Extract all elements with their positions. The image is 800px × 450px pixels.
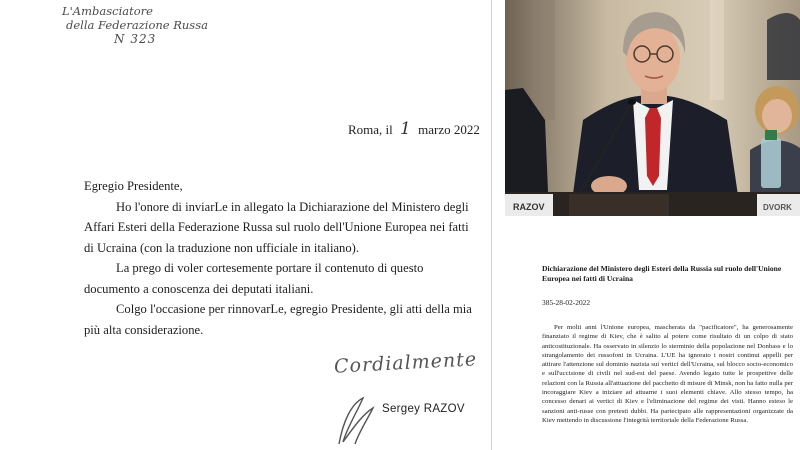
letterhead [62, 4, 208, 46]
date-day: 1 [400, 119, 411, 139]
signature-scribble [333, 392, 381, 448]
ambassador-photo [505, 0, 800, 216]
protocol-number: N 323 [114, 32, 157, 46]
letter-date [348, 119, 480, 139]
letterhead-line: L'Ambasciatore [62, 4, 153, 18]
declaration-number: 385-28-02-2022 [542, 298, 591, 307]
greeting: Egregio Presidente, [84, 179, 183, 193]
nameplate-left: RAZOV [513, 202, 545, 212]
letter-paragraph: Ho l'onore di inviarLe in allegato la Dichiarazione del Ministero degli Affari Esteri della Federazione Russa sul ruolo dell'Unione Europea nei fatti di Ucraina (con la traduzione non ufficiale in italiano). [84, 199, 469, 255]
photo-illustration [505, 0, 800, 216]
signer-name: Sergey RAZOV [382, 403, 465, 415]
handwritten-closing: Cordialmente [333, 348, 478, 378]
letter-paragraph: Colgo l'occasione per rinnovarLe, egregio Presidente, gli atti della mia più alta considerazione. [84, 302, 472, 337]
letterhead-line: della Federazione Russa [66, 18, 208, 32]
letter-paragraph: La prego di voler cortesemente portare il contenuto di questo documento a conoscenza dei deputati italiani. [84, 261, 424, 296]
nameplate-right: DVORK [763, 203, 792, 212]
declaration-body: Per molti anni l'Unione europea, mascherata da "pacificatore", ha generosamente finanziato il regime di Kiev, che è salito al potere come risultato di un colpo di stato anticostituzionale. Ha osservato in silenzio lo sterminio della popolazione nel Donbass e lo strangolamento dei russofoni in Ucraina. L'UE ha ignorato i nostri continui appelli per attirare l'attenzione sul dominio nazista sui vertici dell'Ucraina, sul blocco socio-economico e sull'uccisione di civili nel sud-est del paese. Avendo legato tutte le prospettive delle relazioni con la Russia all'attuazione del pacchetto di misure di Minsk, non ha fatto nulla per incoraggiare Kiev a iniziare ad attuarne i suoi elementi chiave. Allo stesso tempo, ha concesso denari ai vertici di Kiev e l'eliminazione del regime dei visti. Hanno esteso le sanzioni anti-russe con pretesti dubbi. Ha partecipato alle rappresentazioni organizzate da Kiev mettendo in discussione l'integrità territoriale della Federazione Russa. [542, 324, 793, 424]
letter-body [84, 176, 474, 340]
date-prefix: Roma, il [348, 122, 393, 137]
declaration-panel [505, 218, 800, 450]
date-suffix: marzo 2022 [418, 122, 480, 137]
declaration-title: Dichiarazione del Ministero degli Esteri della Russia sul ruolo dell'Unione Europea nei fatti di Ucraina [542, 264, 782, 283]
